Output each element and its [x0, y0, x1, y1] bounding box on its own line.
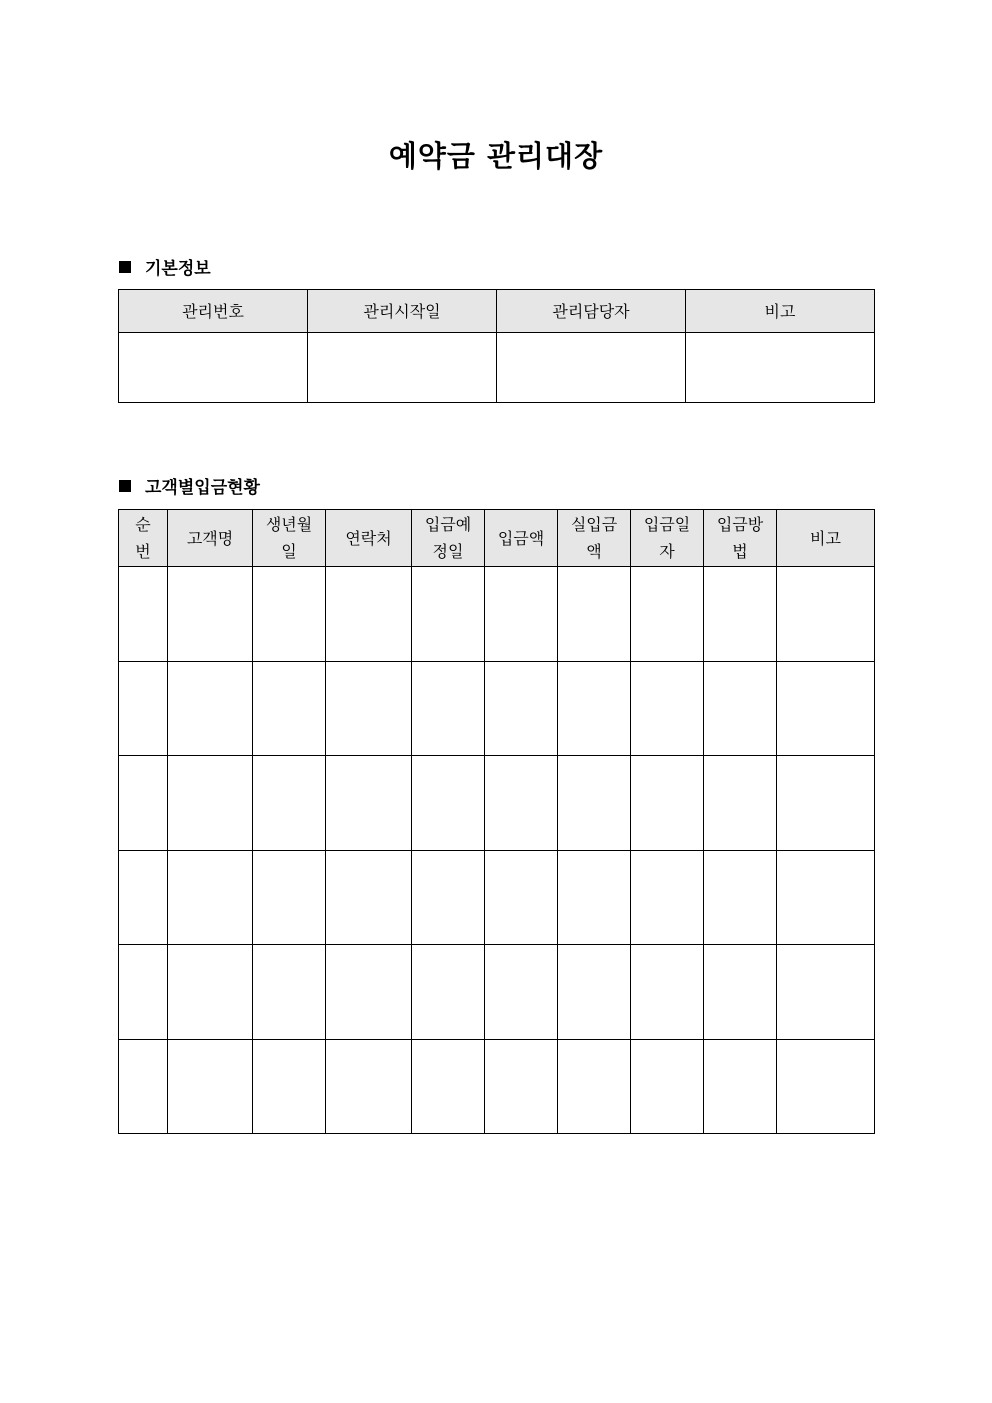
- table-cell[interactable]: [168, 945, 253, 1040]
- table-cell[interactable]: [168, 661, 253, 756]
- column-header-remarks: 비고: [777, 510, 875, 567]
- section-heading-label: 고객별입금현황: [145, 478, 260, 498]
- table-cell[interactable]: [631, 850, 704, 945]
- table-cell[interactable]: [119, 333, 308, 403]
- column-header-scheduled-deposit-date: 입금예 정일: [412, 510, 485, 567]
- table-cell[interactable]: [777, 567, 875, 662]
- table-header-row: [119, 510, 875, 567]
- table-cell[interactable]: [412, 567, 485, 662]
- customer-deposit-table: [118, 509, 875, 1134]
- table-cell[interactable]: [497, 333, 686, 403]
- table-row: [119, 661, 875, 756]
- column-header-actual-deposit-amount: 실입금 액: [558, 510, 631, 567]
- column-header-deposit-method: 입금방 법: [704, 510, 777, 567]
- table-row: [119, 850, 875, 945]
- column-header-contact: 연락처: [326, 510, 412, 567]
- table-row: [119, 945, 875, 1040]
- page-title: 예약금 관리대장: [388, 139, 604, 173]
- table-cell[interactable]: [704, 1039, 777, 1134]
- table-cell[interactable]: [558, 945, 631, 1040]
- table-cell[interactable]: [412, 661, 485, 756]
- table-cell[interactable]: [631, 1039, 704, 1134]
- column-header-customer-name: 고객명: [168, 510, 253, 567]
- column-header-deposit-amount: 입금액: [485, 510, 558, 567]
- table-cell[interactable]: [119, 756, 168, 851]
- table-cell[interactable]: [631, 567, 704, 662]
- table-cell[interactable]: [558, 567, 631, 662]
- table-cell[interactable]: [412, 850, 485, 945]
- table-cell[interactable]: [326, 661, 412, 756]
- column-header-deposit-date: 입금일 자: [631, 510, 704, 567]
- table-cell[interactable]: [253, 850, 326, 945]
- table-cell[interactable]: [168, 1039, 253, 1134]
- table-cell[interactable]: [412, 756, 485, 851]
- table-cell[interactable]: [119, 850, 168, 945]
- table-cell[interactable]: [485, 1039, 558, 1134]
- table-cell[interactable]: [119, 661, 168, 756]
- table-cell[interactable]: [631, 756, 704, 851]
- table-cell[interactable]: [119, 567, 168, 662]
- table-cell[interactable]: [777, 945, 875, 1040]
- table-row: [119, 567, 875, 662]
- table-cell[interactable]: [704, 567, 777, 662]
- table-cell[interactable]: [253, 945, 326, 1040]
- table-row: [119, 1039, 875, 1134]
- table-cell[interactable]: [485, 756, 558, 851]
- section-heading-basic-info: [119, 254, 211, 279]
- table-cell[interactable]: [777, 1039, 875, 1134]
- table-cell[interactable]: [326, 567, 412, 662]
- table-cell[interactable]: [253, 1039, 326, 1134]
- table-cell[interactable]: [558, 661, 631, 756]
- column-header-manager: 관리담당자: [497, 290, 686, 333]
- table-cell[interactable]: [326, 850, 412, 945]
- table-cell[interactable]: [704, 945, 777, 1040]
- square-bullet-icon: [119, 261, 131, 273]
- table-cell[interactable]: [558, 850, 631, 945]
- table-cell[interactable]: [631, 661, 704, 756]
- table-cell[interactable]: [168, 567, 253, 662]
- table-cell[interactable]: [777, 756, 875, 851]
- column-header-management-start-date: 관리시작일: [308, 290, 497, 333]
- column-header-remarks: 비고: [686, 290, 875, 333]
- table-cell[interactable]: [485, 661, 558, 756]
- column-header-sequence: 순 번: [119, 510, 168, 567]
- table-cell[interactable]: [558, 756, 631, 851]
- section-heading-customer-deposits: [119, 473, 260, 498]
- table-cell[interactable]: [704, 661, 777, 756]
- table-cell[interactable]: [168, 756, 253, 851]
- table-header-row: [119, 290, 875, 333]
- table-cell[interactable]: [686, 333, 875, 403]
- table-cell[interactable]: [631, 945, 704, 1040]
- table-cell[interactable]: [485, 850, 558, 945]
- table-cell[interactable]: [704, 850, 777, 945]
- table-cell[interactable]: [168, 850, 253, 945]
- table-cell[interactable]: [253, 756, 326, 851]
- column-header-birth-date: 생년월 일: [253, 510, 326, 567]
- table-cell[interactable]: [558, 1039, 631, 1134]
- column-header-management-number: 관리번호: [119, 290, 308, 333]
- table-cell[interactable]: [326, 1039, 412, 1134]
- table-row: [119, 333, 875, 403]
- table-cell[interactable]: [119, 1039, 168, 1134]
- table-cell[interactable]: [777, 661, 875, 756]
- table-cell[interactable]: [119, 945, 168, 1040]
- square-bullet-icon: [119, 480, 131, 492]
- table-cell[interactable]: [326, 756, 412, 851]
- table-cell[interactable]: [326, 945, 412, 1040]
- table-cell[interactable]: [485, 567, 558, 662]
- table-cell[interactable]: [485, 945, 558, 1040]
- table-cell[interactable]: [704, 756, 777, 851]
- section-heading-label: 기본정보: [145, 259, 211, 279]
- table-cell[interactable]: [253, 661, 326, 756]
- table-cell[interactable]: [777, 850, 875, 945]
- table-cell[interactable]: [253, 567, 326, 662]
- table-cell[interactable]: [308, 333, 497, 403]
- basic-info-table: [118, 289, 875, 403]
- table-cell[interactable]: [412, 945, 485, 1040]
- table-cell[interactable]: [412, 1039, 485, 1134]
- table-row: [119, 756, 875, 851]
